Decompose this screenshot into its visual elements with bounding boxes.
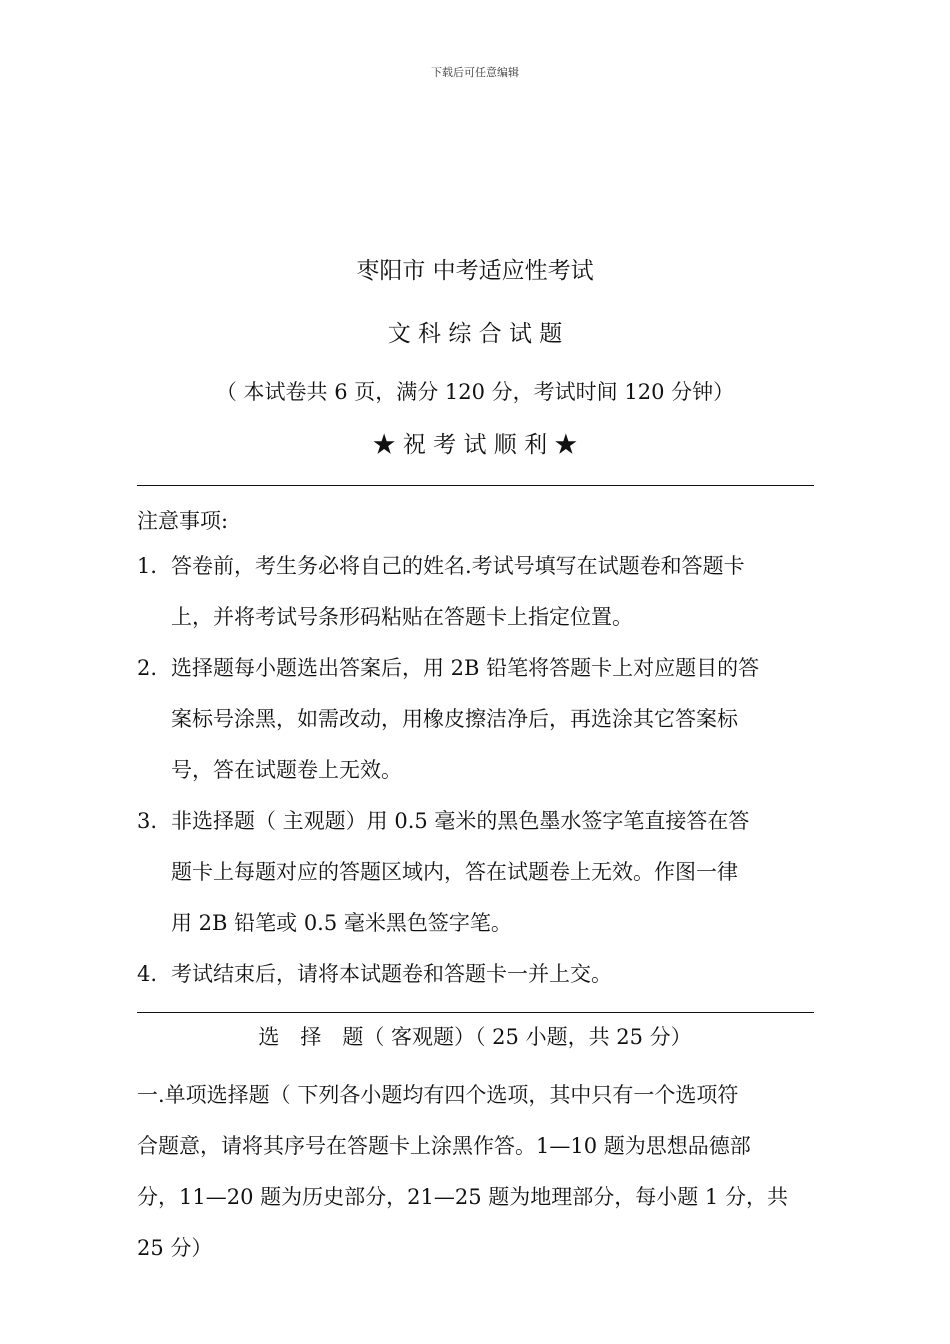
notice-line: 选择题每小题选出答案后，用 2B 铅笔将答题卡上对应题目的答 <box>171 656 760 680</box>
notice-item-1 <box>137 541 827 643</box>
exam-title: 枣阳市 中考适应性考试 <box>356 258 594 284</box>
notice-line: 案标号涂黑，如需改动，用橡皮擦洁净后，再选涂其它答案标 <box>171 707 738 731</box>
notice-number: 2. <box>137 656 158 680</box>
notice-item-2 <box>137 643 827 796</box>
notice-list <box>137 541 827 1000</box>
notice-line: 用 2B 铅笔或 0.5 毫米黑色签字笔。 <box>171 911 512 935</box>
notice-number: 4. <box>137 962 158 986</box>
download-note: 下载后可任意编辑 <box>431 66 519 79</box>
notice-line: 答卷前，考生务必将自己的姓名.考试号填写在试题卷和答题卡 <box>171 554 745 578</box>
notice-number: 1． <box>137 554 172 578</box>
notice-line: 非选择题（ 主观题）用 0.5 毫米的黑色墨水签字笔直接答在答 <box>171 809 750 833</box>
notice-line: 号，答在试题卷上无效。 <box>171 758 402 782</box>
section-heading: 选 择 题（ 客观题）（ 25 小题，共 25 分） <box>258 1025 692 1049</box>
instruction-line: 25 分） <box>137 1236 213 1260</box>
notice-line: 上，并将考试号条形码粘贴在答题卡上指定位置。 <box>171 605 633 629</box>
instruction-line: 分，11—20 题为历史部分，21—25 题为地理部分，每小题 1 分，共 <box>137 1185 788 1209</box>
divider-section <box>137 1012 814 1013</box>
notice-line: 考试结束后，请将本试题卷和答题卡一并上交。 <box>171 962 612 986</box>
notice-line: 题卡上每题对应的答题区域内，答在试题卷上无效。作图一律 <box>171 860 738 884</box>
exam-info: （ 本试卷共 6 页，满分 120 分，考试时间 120 分钟） <box>215 380 735 404</box>
exam-wish: ★ 祝 考 试 顺 利 ★ <box>372 432 578 458</box>
section-instructions <box>137 1070 827 1274</box>
notice-item-3 <box>137 796 827 949</box>
exam-subtitle: 文 科 综 合 试 题 <box>387 321 563 347</box>
instruction-line: 一.单项选择题（ 下列各小题均有四个选项，其中只有一个选项符 <box>137 1083 739 1107</box>
divider-top <box>137 485 814 486</box>
instruction-line: 合题意，请将其序号在答题卡上涂黑作答。1—10 题为思想品德部 <box>137 1134 751 1158</box>
notice-item-4 <box>137 949 827 1000</box>
notice-title: 注意事项: <box>137 509 229 533</box>
notice-number: 3. <box>137 809 158 833</box>
